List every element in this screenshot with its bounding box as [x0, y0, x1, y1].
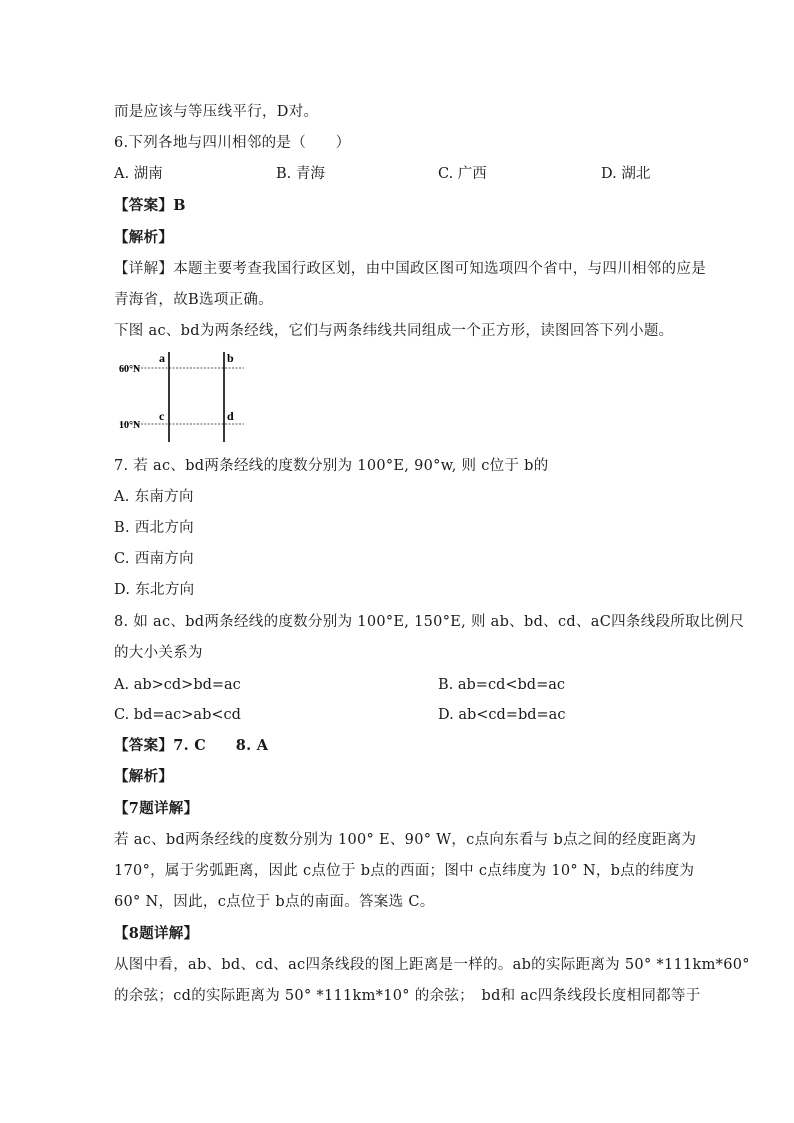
q6-option-b: B. 青海	[276, 166, 325, 182]
explanation-line: 若 ac、bd两条经线的度数分别为 100° E、90° W，c点向东看与 b点之间的经度距离为	[114, 832, 697, 848]
lat-bottom-label: 10°N	[119, 420, 141, 431]
explanation-line: 170°，属于劣弧距离，因此 c点位于 b点的西面；图中 c点纬度为 10° N，b点的纬度为	[114, 863, 695, 879]
q7-option-b: B. 西北方向	[114, 520, 194, 536]
point-c: c	[159, 409, 165, 423]
q8-detail-heading: 【8题详解】	[114, 925, 199, 942]
question-8-cont: 的大小关系为	[114, 645, 203, 661]
point-a: a	[159, 351, 165, 365]
analysis-heading: 【解析】	[114, 229, 174, 246]
figure-intro: 下图 ac、bd为两条经线，它们与两条纬线共同组成一个正方形，读图回答下列小题。	[114, 323, 674, 339]
explanation-line: 从图中看，ab、bd、cd、ac四条线段的图上距离是一样的。ab的实际距离为 50° *111km*60°	[114, 957, 750, 973]
point-d: d	[227, 409, 234, 423]
q7-detail-heading: 【7题详解】	[114, 800, 199, 817]
question-6: 6.下列各地与四川相邻的是（ ）	[114, 135, 351, 151]
meridian-parallel-figure	[112, 348, 252, 444]
question-7: 7. 若 ac、bd两条经线的度数分别为 100°E, 90°w, 则 c位于 b的	[114, 458, 549, 474]
answer-heading: 【答案】B	[114, 197, 186, 214]
q6-option-c: C. 广西	[438, 166, 487, 182]
point-b: b	[227, 351, 234, 365]
explanation-line: 【详解】本题主要考查我国行政区划，由中国政区图可知选项四个省中，与四川相邻的应是	[114, 261, 706, 277]
q6-option-a: A. 湖南	[114, 166, 163, 182]
question-8: 8. 如 ac、bd两条经线的度数分别为 100°E, 150°E, 则 ab、bd、cd、aC四条线段所取比例尺	[114, 614, 745, 630]
answer-heading: 【答案】7. C 8. A	[114, 737, 269, 754]
explanation-line: 60° N，因此，c点位于 b点的南面。答案选 C。	[114, 894, 435, 910]
q6-option-d: D. 湖北	[601, 166, 651, 182]
explanation-line: 的余弦；cd的实际距离为 50° *111km*10° 的余弦； bd和 ac四条线段长度相同都等于	[114, 988, 701, 1004]
q7-option-c: C. 西南方向	[114, 551, 194, 567]
q7-option-d: D. 东北方向	[114, 582, 195, 598]
analysis-heading: 【解析】	[114, 768, 174, 785]
q8-option-b: B. ab=cd<bd=ac	[438, 677, 565, 693]
q8-option-c: C. bd=ac>ab<cd	[114, 707, 241, 723]
lat-top-label: 60°N	[119, 364, 141, 375]
text-line: 而是应该与等压线平行，D对。	[114, 104, 319, 120]
explanation-line: 青海省，故B选项正确。	[114, 292, 273, 308]
q8-option-a: A. ab>cd>bd=ac	[114, 677, 241, 693]
q8-option-d: D. ab<cd=bd=ac	[438, 707, 566, 723]
q7-option-a: A. 东南方向	[114, 489, 194, 505]
